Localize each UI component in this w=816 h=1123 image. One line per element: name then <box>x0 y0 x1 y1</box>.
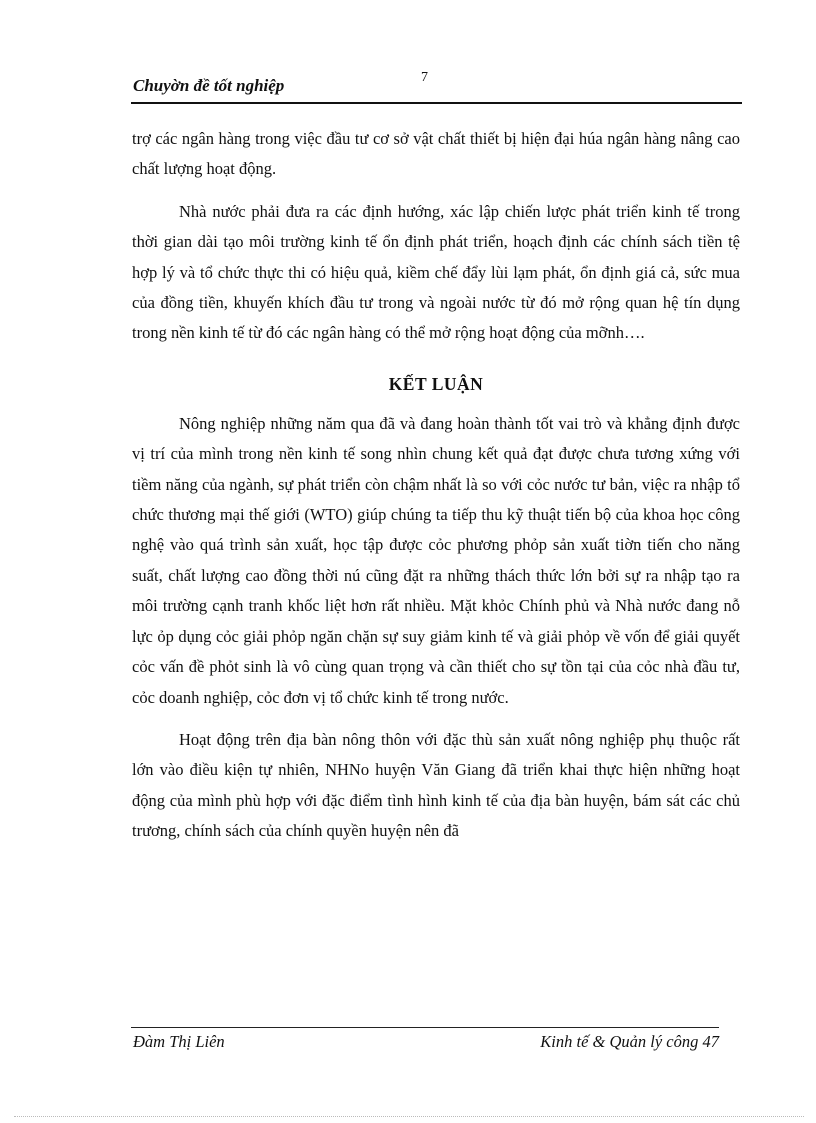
page-edge-divider <box>14 1116 804 1117</box>
page-number: 7 <box>421 70 428 85</box>
paragraph-conclusion-1: Nông nghiệp những năm qua đã và đang hoàn thành tốt vai trò và khẳng định được vị trí của mình trong nền kinh tế song nhìn chung kết quả đạt được chưa tương xứng với tiềm năng của ngành, sự phát triển còn chậm nhất là so với cỏc nước tư bản, việc ra nhập tổ chức thương mại thế giới (WTO) giúp chúng ta tiếp thu kỹ thuật tiến bộ của khoa học công nghệ vào quá trình sản xuất, học tập được cỏc phương phỏp sản xuất tiờn tiến cho năng suất, chất lượng cao đồng thời nú cũng đặt ra những thách thức lớn bởi sự ra nhập tạo ra môi trường cạnh tranh khốc liệt hơn rất nhiều. Mặt khỏc Chính phủ và Nhà nước đang nỗ lực ỏp dụng cỏc giải phỏp ngăn chặn sự suy giảm kinh tế và giải phỏp về vốn để giải quyết cỏc vấn đề phỏt sinh là vô cùng quan trọng và cần thiết cho sự tồn tại của cỏc nhà đầu tư, cỏc doanh nghiệp, cỏc đơn vị tổ chức kinh tế trong nước. <box>132 413 740 707</box>
paragraph-continued: trợ các ngân hàng trong việc đầu tư cơ sở vật chất thiết bị hiện đại húa ngân hàng nâng cao chất lượng hoạt động. <box>132 129 740 179</box>
paragraph-state-policy: Nhà nước phải đưa ra các định hướng, xác lập chiến lược phát triển kinh tế trong thời gian dài tạo môi trường kinh tế ổn định phát triển, hoạch định các chính sách tiền tệ hợp lý và tổ chức thực thi có hiệu quả, kiềm chế đẩy lùi lạm phát, ổn định giá cả, sức mua của đồng tiền, khuyến khích đầu tư trong và ngoài nước từ đó mở rộng quan hệ tín dụng trong nền kinh tế từ đó các ngân hàng có thể mở rộng hoạt động của mỡnh…. <box>132 201 740 343</box>
page-header <box>131 70 742 104</box>
document-body <box>132 124 740 859</box>
footer-author: Đàm Thị Liên <box>133 1032 225 1051</box>
page-footer <box>131 1027 719 1058</box>
header-title: Chuyờn đề tốt nghiệp <box>133 76 285 95</box>
section-heading-conclusion: KẾT LUẬN <box>388 373 484 394</box>
paragraph-conclusion-2: Hoạt động trên địa bàn nông thôn với đặc thù sản xuất nông nghiệp phụ thuộc rất lớn vào điều kiện tự nhiên, NHNo huyện Văn Giang đã triển khai thực hiện những hoạt động của mình phù hợp với đặc điểm tình hình kinh tế của địa bàn huyện, bám sát các chủ trương, chính sách của chính quyền huyện nên đã <box>132 729 740 841</box>
footer-class: Kinh tế & Quản lý công 47 <box>540 1032 719 1051</box>
